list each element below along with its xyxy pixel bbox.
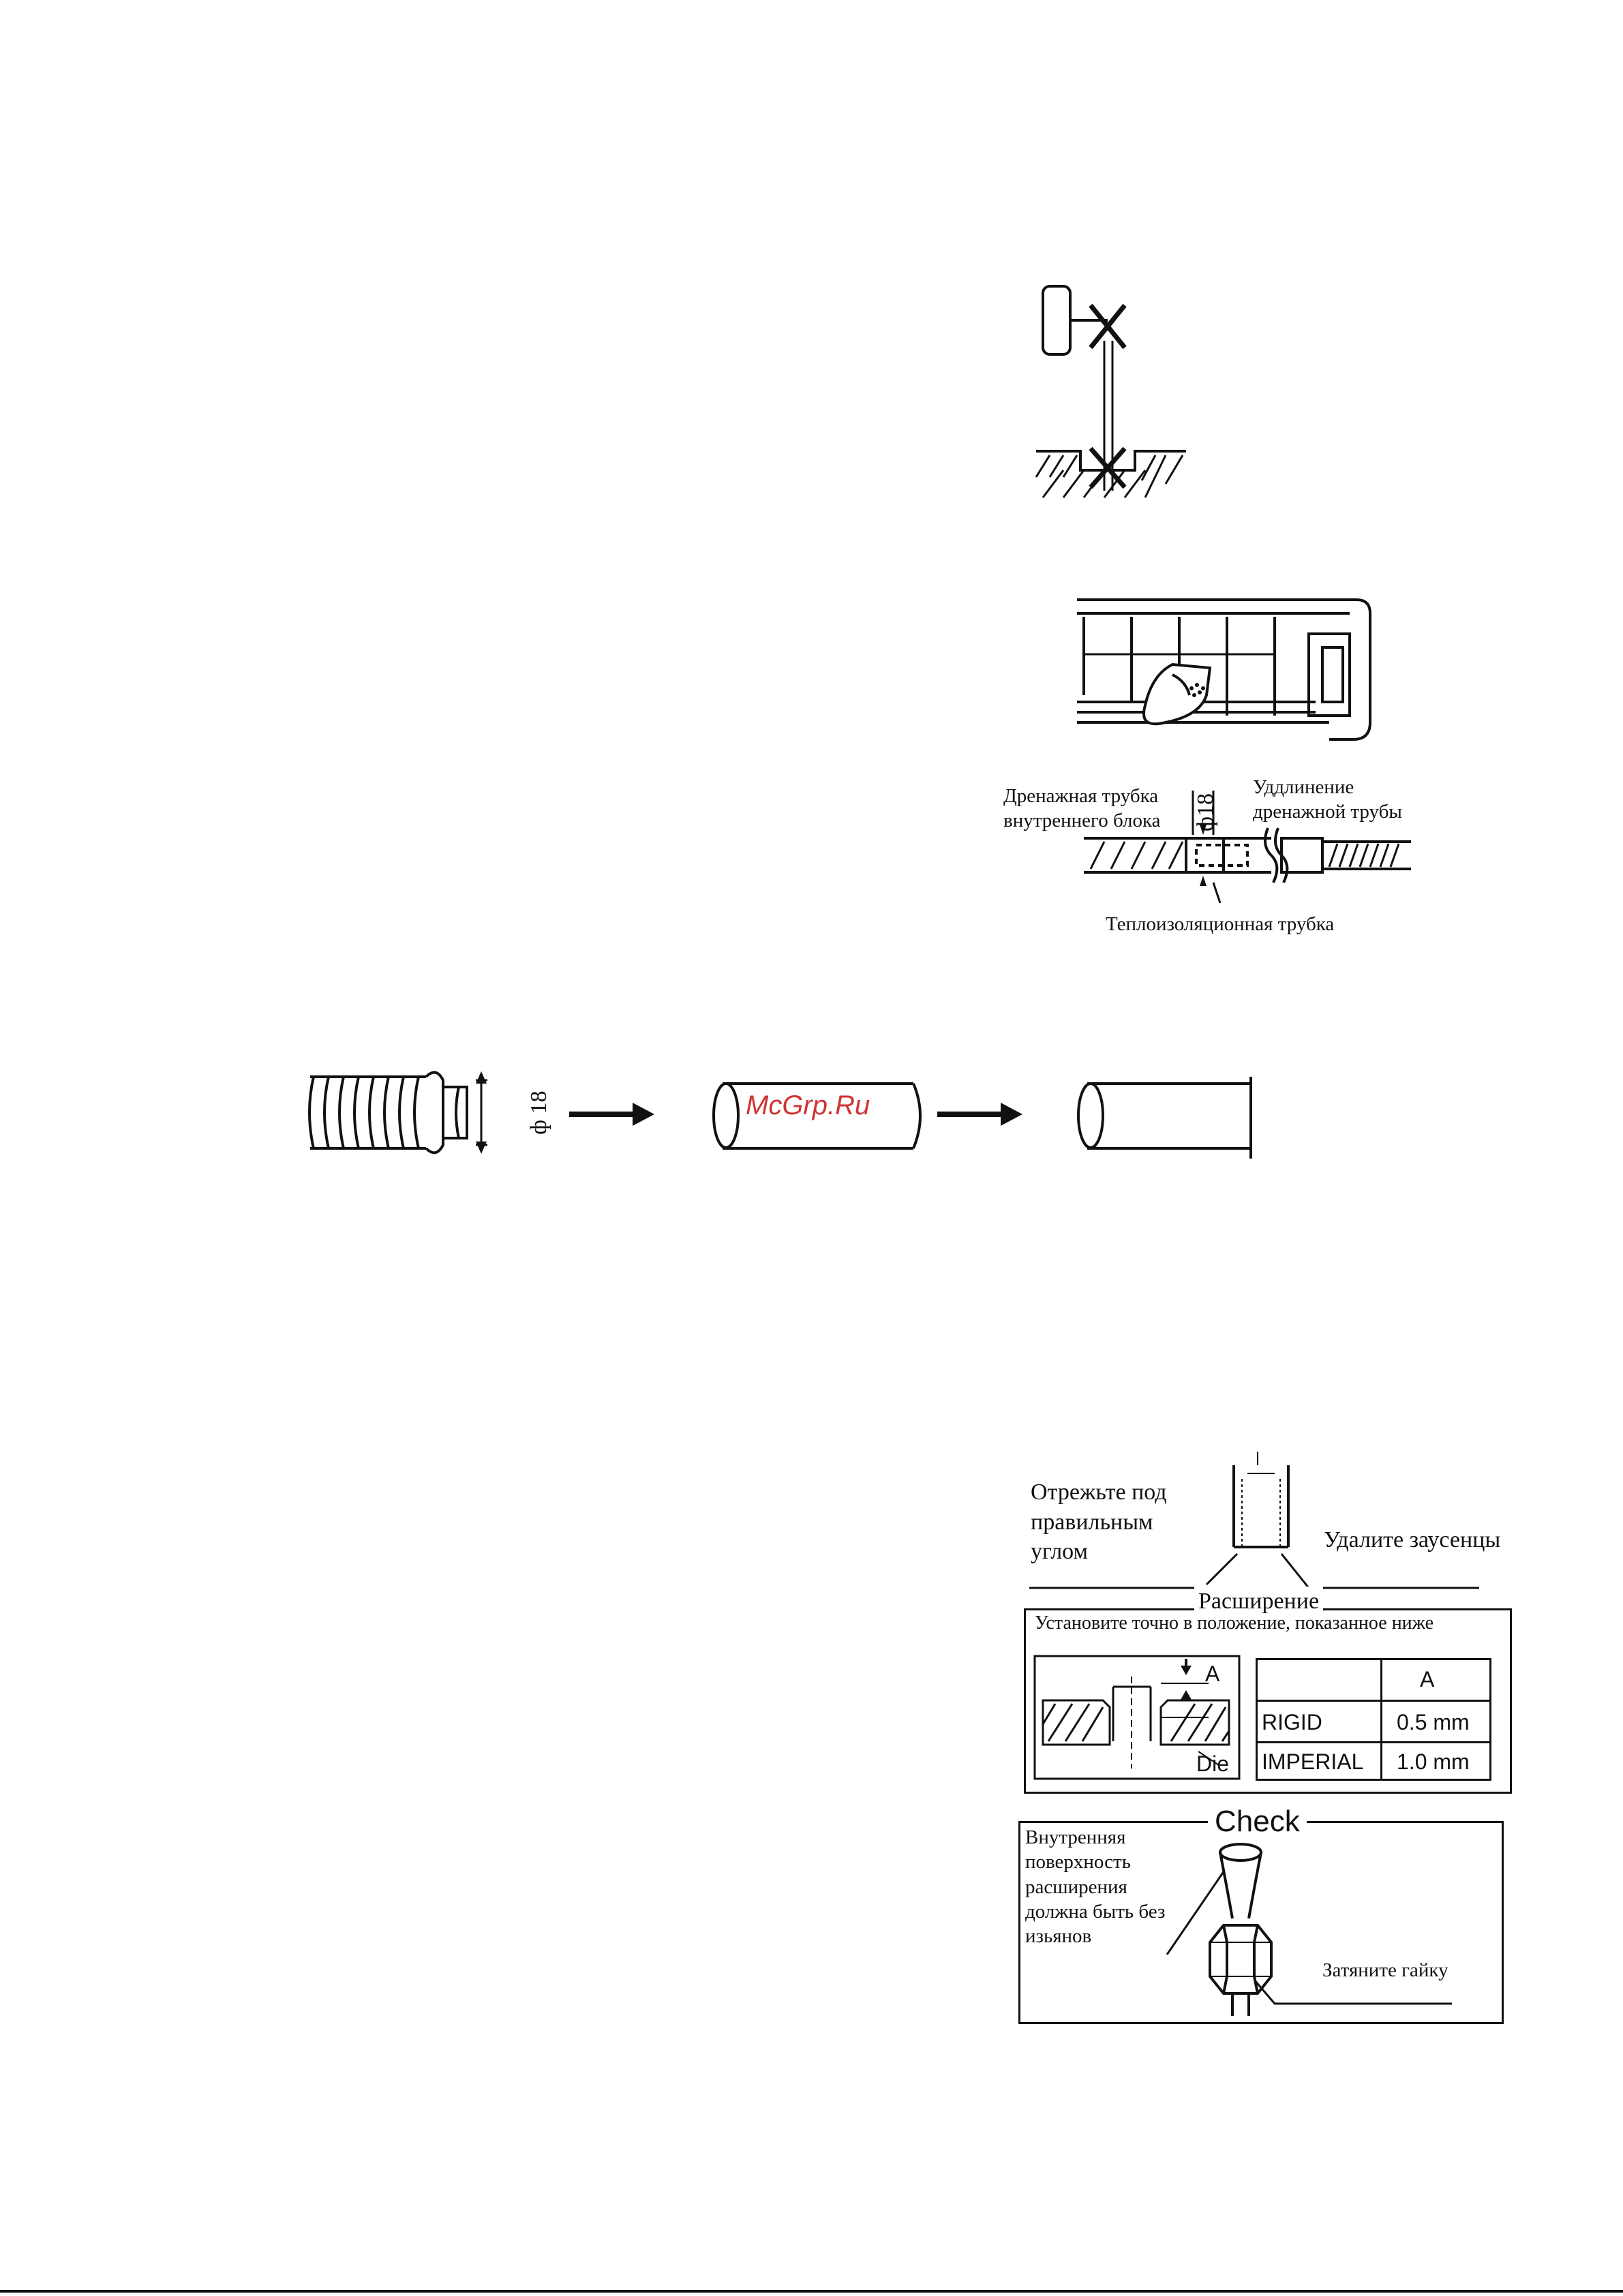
indoor-drain-label — [1003, 784, 1160, 833]
table-row-rigid-divider — [1380, 1702, 1382, 1741]
table-header-a: A — [1420, 1667, 1435, 1692]
inner-surface-line-5: изьянов — [1025, 1925, 1092, 1947]
flare-nut-figure — [1159, 1833, 1500, 2017]
cut-label — [1031, 1478, 1167, 1567]
table-cell-rigid-value: 0.5 mm — [1397, 1710, 1470, 1734]
pipe-cut-figure — [1200, 1452, 1500, 1588]
flaring-title: Расширение — [1194, 1587, 1323, 1617]
indoor-drain-label-line-2: внутреннего блока — [1003, 810, 1161, 832]
table-row-imperial-divider — [1380, 1743, 1382, 1779]
check-title: Check — [1208, 1805, 1307, 1839]
table-cell-rigid: RIGID — [1262, 1710, 1322, 1734]
table-row-rigid — [1258, 1702, 1489, 1743]
cut-label-line-3: углом — [1031, 1539, 1089, 1565]
die-label: Die — [1196, 1751, 1230, 1776]
hose-phi-label: ф 18 — [526, 1090, 551, 1135]
cut-label-line-2: правильным — [1031, 1509, 1153, 1535]
drain-phi-label: ф18 — [1193, 793, 1218, 831]
table-row-imperial — [1258, 1743, 1489, 1779]
cut-label-line-1: Отрежьте под — [1031, 1480, 1167, 1505]
insulation-label: Теплоизоляционная трубка — [1106, 913, 1335, 935]
inner-surface-line-3: расширения — [1025, 1876, 1127, 1898]
flare-table — [1256, 1658, 1491, 1781]
flaring-instruction: Установите точно в положение, показанное ниже — [1035, 1612, 1434, 1634]
inner-surface-line-2: поверхность — [1025, 1851, 1131, 1873]
die-a-label: A — [1205, 1662, 1220, 1686]
watermark: McGrp.Ru — [746, 1090, 870, 1120]
inner-surface-line-1: Внутренняя — [1025, 1826, 1126, 1848]
indoor-drain-label-line-1: Дренажная трубка — [1003, 785, 1159, 807]
table-header-empty — [1258, 1660, 1382, 1700]
indoor-unit-filter-figure — [1070, 586, 1377, 750]
extension-label-line-1: Уддлинение — [1253, 776, 1354, 798]
extension-label — [1253, 775, 1402, 825]
inner-surface-label — [1025, 1825, 1165, 1948]
table-cell-imperial: IMPERIAL — [1262, 1749, 1364, 1774]
tighten-nut-label: Затяните гайку — [1322, 1959, 1448, 1981]
deburr-label: Удалите заусенцы — [1324, 1527, 1501, 1552]
bottom-rule — [0, 2290, 1623, 2293]
inner-surface-line-4: должна быть без — [1025, 1900, 1166, 1923]
extension-label-line-2: дренажной трубы — [1253, 801, 1402, 823]
table-header-row — [1258, 1660, 1489, 1702]
table-cell-imperial-value: 1.0 mm — [1397, 1749, 1470, 1774]
drain-no-rise-figure — [1022, 273, 1200, 504]
